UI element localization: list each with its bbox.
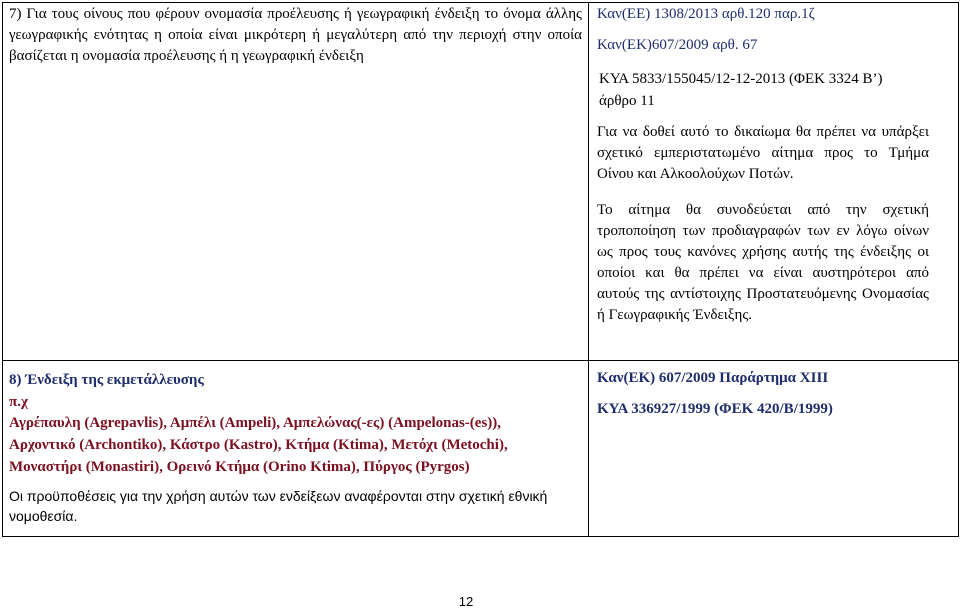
row8-right-cell bbox=[597, 368, 937, 419]
table-border-right bbox=[958, 2, 959, 537]
table-column-divider bbox=[588, 2, 589, 537]
row7-paragraph-specification: Το αίτημα θα συνοδεύεται από την σχετική τροποποίηση των προδιαγραφών των εν λόγω οίνων ως προς τους κανόνες χρήσης αυτής της ένδειξης οι οποίοι και θα πρέπει να είναι αυστηρότεροι από αυτούς της αντίστοιχης Προστατευόμενης Ονομασίας ή Γεωγραφικής Ένδειξης. bbox=[597, 202, 929, 323]
table-border-top bbox=[2, 2, 959, 3]
row8-heading: 8) Ένδειξη της εκμετάλλευσης bbox=[9, 372, 204, 388]
row7-left-cell bbox=[9, 4, 582, 67]
row7-ref-regulation-1308: Καν(ΕΕ) 1308/2013 αρθ.120 παρ.1ζ bbox=[597, 6, 815, 22]
row8-example-marker: π.χ bbox=[9, 394, 28, 410]
row8-examples-list: Αγρέπαυλη (Agrepavlis), Αμπέλι (Ampeli), Αμπελώνας(-ες) (Ampelonas-(es)), Αρχοντικό (Archontiko), Κάστρο (Kastro), Κτήμα (Ktima), Μετόχι (Metochi), Μοναστήρι (Monastiri), Ορεινό Κτήμα (Orino Ktima), Πύργος (Pyrgos) bbox=[9, 415, 508, 475]
row7-title: 7) Για τους οίνους που φέρουν ονομασία προέλευσης ή γεωγραφική ένδειξη το όνομα άλλης γεωγραφικής ενότητας η οποία είναι μικρότερη ή μεγαλύτερη από την περιοχή στην οποία βασίζεται η ονομασία προέλευσης ή η γεωγραφική ένδειξη bbox=[9, 6, 582, 64]
row8-left-cell bbox=[9, 370, 582, 478]
table-border-left bbox=[2, 2, 3, 537]
row8-note: Οι προϋποθέσεις για την χρήση αυτών των ενδείξεων αναφέρονται στην σχετική εθνική νομοθεσία. bbox=[9, 488, 548, 524]
row8-ref-regulation-annex: Καν(ΕΚ) 607/2009 Παράρτημα XIII bbox=[597, 370, 829, 386]
row8-ref-kya: ΚΥΑ 336927/1999 (ΦΕΚ 420/Β/1999) bbox=[597, 401, 833, 417]
page-number: 12 bbox=[458, 594, 474, 609]
row7-paragraph-request: Για να δοθεί αυτό το δικαίωμα θα πρέπει να υπάρξει σχετικό εμπεριστατωμένο αίτημα προς το Τμήμα Οίνου και Αλκοολούχων Ποτών. bbox=[597, 124, 929, 182]
row7-ref-article: άρθρο 11 bbox=[599, 93, 655, 109]
row8-note-cell bbox=[9, 486, 569, 526]
row7-ref-regulation-607: Καν(ΕΚ)607/2009 αρθ. 67 bbox=[597, 37, 758, 53]
table-row-divider bbox=[2, 360, 959, 361]
row7-ref-kya: ΚΥΑ 5833/155045/12-12-2013 (ΦΕΚ 3324 Β’) bbox=[599, 71, 883, 87]
table-border-bottom bbox=[2, 536, 959, 537]
